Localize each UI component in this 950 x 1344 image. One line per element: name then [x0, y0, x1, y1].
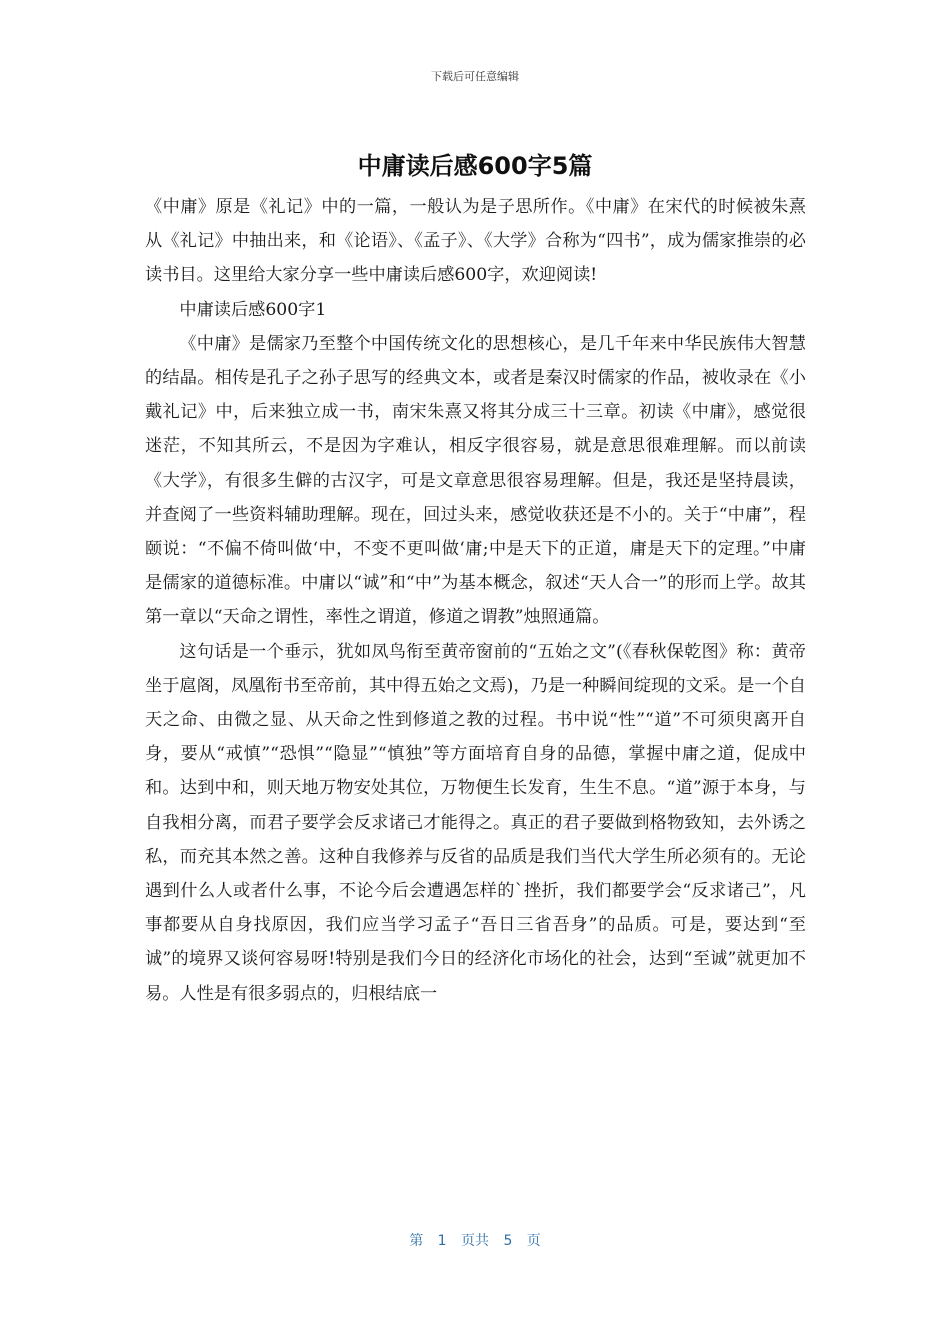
document-title: 中庸读后感600字5篇 [357, 152, 593, 180]
header-note: 下载后可任意编辑 [431, 70, 519, 83]
body-paragraph: 这句话是一个垂示，犹如凤鸟衔至黄帝窗前的“五始之文”(《春秋保乾图》称：黄帝坐于扈阁，凤凰衔书至帝前，其中得五始之文焉)，乃是一种瞬间绽现的文采。是一个自天之命、由微之显、从天命之性到修道之教的过程。书中说“性”“道”不可须臾离开自身，要从“戒慎”“恐惧”“隐显”“慎独”等方面培育自身的品德，掌握中庸之道，促成中和。达到中和，则天地万物安处其位，万物便生长发育，生生不息。“道”源于本身，与自我相分离，而君子要学会反求诸己才能得之。真正的君子要做到格物致知，去外诱之私，而充其本然之善。这种自我修养与反省的品质是我们当代大学生所必须有的。无论遇到什么人或者什么事，不论今后会遭遇怎样的`挫折，我们都要学会“反求诸己”，凡事都要从自身找原因，我们应当学习孟子“吾日三省吾身”的品质。可是，要达到“至诚”的境界又谈何容易呀!特别是我们今日的经济化市场化的社会，达到“至诚”就更加不易。人性是有很多弱点的，归根结底一 [145, 641, 806, 1004]
document-body [145, 190, 806, 1011]
page-footer: 第 1 页共 5 页 [409, 1233, 541, 1249]
body-paragraph: 《中庸》是儒家乃至整个中国传统文化的思想核心，是几千年来中华民族伟大智慧的结晶。相传是孔子之孙子思写的经典文本，或者是秦汉时儒家的作品，被收录在《小戴礼记》中，后来独立成一书，南宋朱熹又将其分成三十三章。初读《中庸》，感觉很迷茫，不知其所云，不是因为字难认，相反字很容易，就是意思很难理解。而以前读《大学》，有很多生僻的古汉字，可是文章意思很容易理解。但是，我还是坚持晨读，并查阅了一些资料辅助理解。现在，回过头来，感觉收获还是不小的。关于“中庸”，程颐说：“不偏不倚叫做‘中，不变不更叫做‘庸;中是天下的正道，庸是天下的定理。”中庸是儒家的道德标准。中庸以“诚”和“中”为基本概念，叙述“天人合一”的形而上学。故其第一章以“天命之谓性，率性之谓道，修道之谓教”烛照通篇。 [145, 333, 806, 628]
section-heading: 中庸读后感600字1 [179, 299, 327, 320]
intro-paragraph: 《中庸》原是《礼记》中的一篇，一般认为是子思所作。《中庸》在宋代的时候被朱熹从《礼记》中抽出来，和《论语》、《孟子》、《大学》合称为“四书”，成为儒家推崇的必读书目。这里给大家分享一些中庸读后感600字，欢迎阅读! [145, 197, 806, 286]
